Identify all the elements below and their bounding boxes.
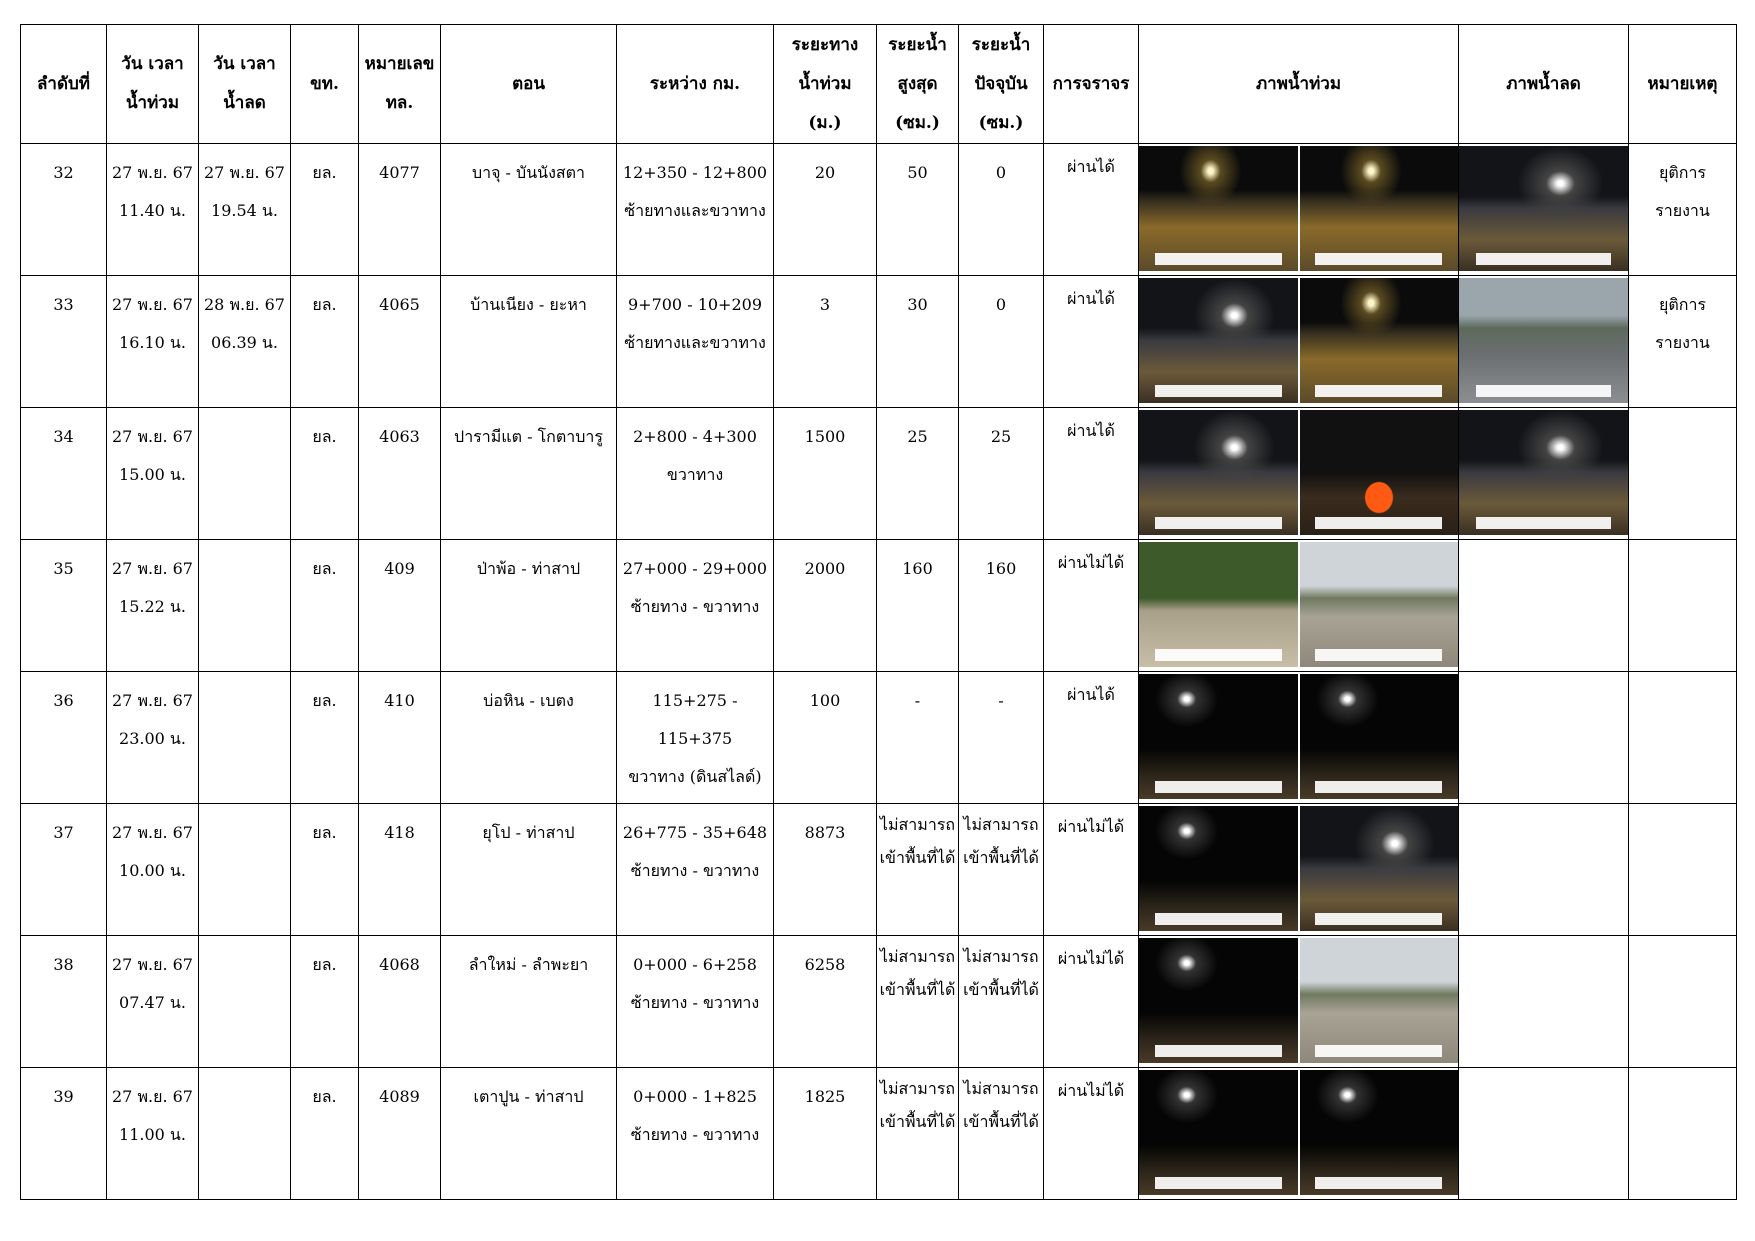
cell-current-level: ไม่สามารถ เข้าพื้นที่ได้ [959, 804, 1044, 936]
cell-flood-photos [1139, 540, 1459, 672]
cell-recede-datetime: 28 พ.ย. 67 06.39 น. [199, 276, 291, 408]
cell-no: 36 [21, 672, 107, 804]
header-km: ระหว่าง กม. [617, 25, 774, 144]
cell-district: ยล. [291, 540, 359, 672]
cell-current-level: - [959, 672, 1044, 804]
cell-distance: 100 [774, 672, 877, 804]
cell-no: 39 [21, 1068, 107, 1200]
cell-distance: 2000 [774, 540, 877, 672]
cell-no: 32 [21, 144, 107, 276]
flood-photo[interactable] [1139, 674, 1298, 799]
cell-current-level: 25 [959, 408, 1044, 540]
recede-photo[interactable] [1459, 278, 1628, 403]
cell-recede-photos [1459, 144, 1629, 276]
cell-flood-photos [1139, 936, 1459, 1068]
flood-photo[interactable] [1139, 1070, 1298, 1195]
flood-photo[interactable] [1139, 410, 1298, 535]
cell-remark [1629, 804, 1737, 936]
cell-distance: 1825 [774, 1068, 877, 1200]
cell-route: 409 [359, 540, 441, 672]
cell-route: 418 [359, 804, 441, 936]
cell-traffic: ผ่านได้ [1044, 672, 1139, 804]
flood-report-table [20, 24, 1737, 1200]
flood-photo[interactable] [1300, 674, 1459, 799]
cell-recede-datetime [199, 408, 291, 540]
header-traffic: การจราจร [1044, 25, 1139, 144]
header-recede-datetime: วัน เวลา น้ำลด [199, 25, 291, 144]
recede-photo[interactable] [1459, 146, 1628, 271]
cell-recede-datetime [199, 804, 291, 936]
flood-photo[interactable] [1300, 938, 1459, 1063]
cell-district: ยล. [291, 1068, 359, 1200]
cell-flood-datetime: 27 พ.ย. 67 07.47 น. [107, 936, 199, 1068]
header-remark: หมายเหตุ [1629, 25, 1737, 144]
cell-recede-photos [1459, 804, 1629, 936]
cell-remark: ยุติการ รายงาน [1629, 276, 1737, 408]
header-flood-datetime: วัน เวลา น้ำท่วม [107, 25, 199, 144]
cell-max-level: 30 [877, 276, 959, 408]
cell-section: บาจุ - บันนังสตา [441, 144, 617, 276]
cell-remark [1629, 540, 1737, 672]
cell-remark [1629, 408, 1737, 540]
cell-route: 4077 [359, 144, 441, 276]
flood-photo[interactable] [1139, 146, 1298, 271]
cell-recede-datetime [199, 540, 291, 672]
flood-photo[interactable] [1300, 278, 1459, 403]
flood-photo[interactable] [1300, 1070, 1459, 1195]
cell-flood-photos [1139, 144, 1459, 276]
cell-recede-photos [1459, 672, 1629, 804]
table-row [21, 672, 1737, 804]
cell-max-level: ไม่สามารถ เข้าพื้นที่ได้ [877, 804, 959, 936]
cell-distance: 6258 [774, 936, 877, 1068]
header-route: หมายเลข ทล. [359, 25, 441, 144]
cell-distance: 1500 [774, 408, 877, 540]
cell-current-level: 0 [959, 144, 1044, 276]
cell-distance: 8873 [774, 804, 877, 936]
cell-district: ยล. [291, 804, 359, 936]
cell-max-level: - [877, 672, 959, 804]
cell-remark [1629, 672, 1737, 804]
header-flood-photo: ภาพน้ำท่วม [1139, 25, 1459, 144]
recede-photo[interactable] [1459, 410, 1628, 535]
header-distance: ระยะทาง น้ำท่วม (ม.) [774, 25, 877, 144]
cell-no: 34 [21, 408, 107, 540]
cell-flood-photos [1139, 1068, 1459, 1200]
table-row [21, 276, 1737, 408]
cell-km: 0+000 - 6+258 ซ้ายทาง - ขวาทาง [617, 936, 774, 1068]
flood-photo[interactable] [1139, 278, 1298, 403]
cell-flood-photos [1139, 804, 1459, 936]
cell-no: 33 [21, 276, 107, 408]
cell-recede-datetime [199, 672, 291, 804]
cell-current-level: ไม่สามารถ เข้าพื้นที่ได้ [959, 936, 1044, 1068]
cell-km: 115+275 - 115+375 ขวาทาง (ดินสไลด์) [617, 672, 774, 804]
cell-district: ยล. [291, 672, 359, 804]
cell-flood-datetime: 27 พ.ย. 67 11.40 น. [107, 144, 199, 276]
cell-distance: 3 [774, 276, 877, 408]
cell-max-level: ไม่สามารถ เข้าพื้นที่ได้ [877, 936, 959, 1068]
flood-photo[interactable] [1300, 410, 1459, 535]
cell-no: 37 [21, 804, 107, 936]
header-no: ลำดับที่ [21, 25, 107, 144]
cell-flood-photos [1139, 672, 1459, 804]
cell-section: เตาปูน - ท่าสาป [441, 1068, 617, 1200]
table-row [21, 408, 1737, 540]
cell-district: ยล. [291, 276, 359, 408]
cell-route: 4068 [359, 936, 441, 1068]
cell-current-level: 160 [959, 540, 1044, 672]
cell-recede-photos [1459, 936, 1629, 1068]
cell-flood-datetime: 27 พ.ย. 67 15.22 น. [107, 540, 199, 672]
cell-max-level: ไม่สามารถ เข้าพื้นที่ได้ [877, 1068, 959, 1200]
cell-recede-datetime [199, 1068, 291, 1200]
cell-traffic: ผ่านไม่ได้ [1044, 936, 1139, 1068]
cell-max-level: 50 [877, 144, 959, 276]
cell-section: ปารามีแต - โกตาบารู [441, 408, 617, 540]
table-header [21, 25, 1737, 144]
cell-remark: ยุติการ รายงาน [1629, 144, 1737, 276]
cell-current-level: ไม่สามารถ เข้าพื้นที่ได้ [959, 1068, 1044, 1200]
header-district: ขท. [291, 25, 359, 144]
cell-distance: 20 [774, 144, 877, 276]
header-recede-photo: ภาพน้ำลด [1459, 25, 1629, 144]
cell-max-level: 160 [877, 540, 959, 672]
flood-photo[interactable] [1300, 542, 1459, 667]
table-row [21, 1068, 1737, 1200]
cell-flood-datetime: 27 พ.ย. 67 16.10 น. [107, 276, 199, 408]
cell-section: ป่าพ้อ - ท่าสาป [441, 540, 617, 672]
cell-traffic: ผ่านได้ [1044, 144, 1139, 276]
cell-remark [1629, 936, 1737, 1068]
cell-km: 9+700 - 10+209 ซ้ายทางและขวาทาง [617, 276, 774, 408]
cell-traffic: ผ่านได้ [1044, 408, 1139, 540]
header-section: ตอน [441, 25, 617, 144]
header-max-level: ระยะน้ำ สูงสุด (ซม.) [877, 25, 959, 144]
cell-traffic: ผ่านไม่ได้ [1044, 540, 1139, 672]
cell-route: 4063 [359, 408, 441, 540]
flood-photo[interactable] [1300, 146, 1459, 271]
cell-remark [1629, 1068, 1737, 1200]
cell-section: บ้านเนียง - ยะหา [441, 276, 617, 408]
cell-section: ลำใหม่ - ลำพะยา [441, 936, 617, 1068]
cell-section: ยุโป - ท่าสาป [441, 804, 617, 936]
flood-photo[interactable] [1139, 938, 1298, 1063]
cell-flood-datetime: 27 พ.ย. 67 10.00 น. [107, 804, 199, 936]
cell-section: บ่อหิน - เบตง [441, 672, 617, 804]
cell-flood-photos [1139, 408, 1459, 540]
cell-no: 35 [21, 540, 107, 672]
cell-route: 410 [359, 672, 441, 804]
cell-recede-photos [1459, 540, 1629, 672]
cell-km: 0+000 - 1+825 ซ้ายทาง - ขวาทาง [617, 1068, 774, 1200]
cell-recede-datetime [199, 936, 291, 1068]
table-row [21, 804, 1737, 936]
cell-flood-datetime: 27 พ.ย. 67 15.00 น. [107, 408, 199, 540]
cell-flood-photos [1139, 276, 1459, 408]
cell-flood-datetime: 27 พ.ย. 67 23.00 น. [107, 672, 199, 804]
cell-recede-photos [1459, 1068, 1629, 1200]
cell-recede-datetime: 27 พ.ย. 67 19.54 น. [199, 144, 291, 276]
table-row [21, 144, 1737, 276]
flood-photo[interactable] [1139, 806, 1298, 931]
cell-max-level: 25 [877, 408, 959, 540]
cell-traffic: ผ่านได้ [1044, 276, 1139, 408]
cell-current-level: 0 [959, 276, 1044, 408]
cell-no: 38 [21, 936, 107, 1068]
cell-route: 4089 [359, 1068, 441, 1200]
cell-recede-photos [1459, 276, 1629, 408]
table-row [21, 936, 1737, 1068]
cell-district: ยล. [291, 144, 359, 276]
flood-photo[interactable] [1300, 806, 1459, 931]
cell-district: ยล. [291, 936, 359, 1068]
cell-district: ยล. [291, 408, 359, 540]
cell-recede-photos [1459, 408, 1629, 540]
cell-traffic: ผ่านไม่ได้ [1044, 804, 1139, 936]
cell-km: 26+775 - 35+648 ซ้ายทาง - ขวาทาง [617, 804, 774, 936]
cell-km: 2+800 - 4+300 ขวาทาง [617, 408, 774, 540]
cell-km: 12+350 - 12+800 ซ้ายทางและขวาทาง [617, 144, 774, 276]
table-row [21, 540, 1737, 672]
cell-route: 4065 [359, 276, 441, 408]
cell-km: 27+000 - 29+000 ซ้ายทาง - ขวาทาง [617, 540, 774, 672]
header-current-level: ระยะน้ำ ปัจจุบัน (ซม.) [959, 25, 1044, 144]
cell-traffic: ผ่านไม่ได้ [1044, 1068, 1139, 1200]
flood-photo[interactable] [1139, 542, 1298, 667]
cell-flood-datetime: 27 พ.ย. 67 11.00 น. [107, 1068, 199, 1200]
